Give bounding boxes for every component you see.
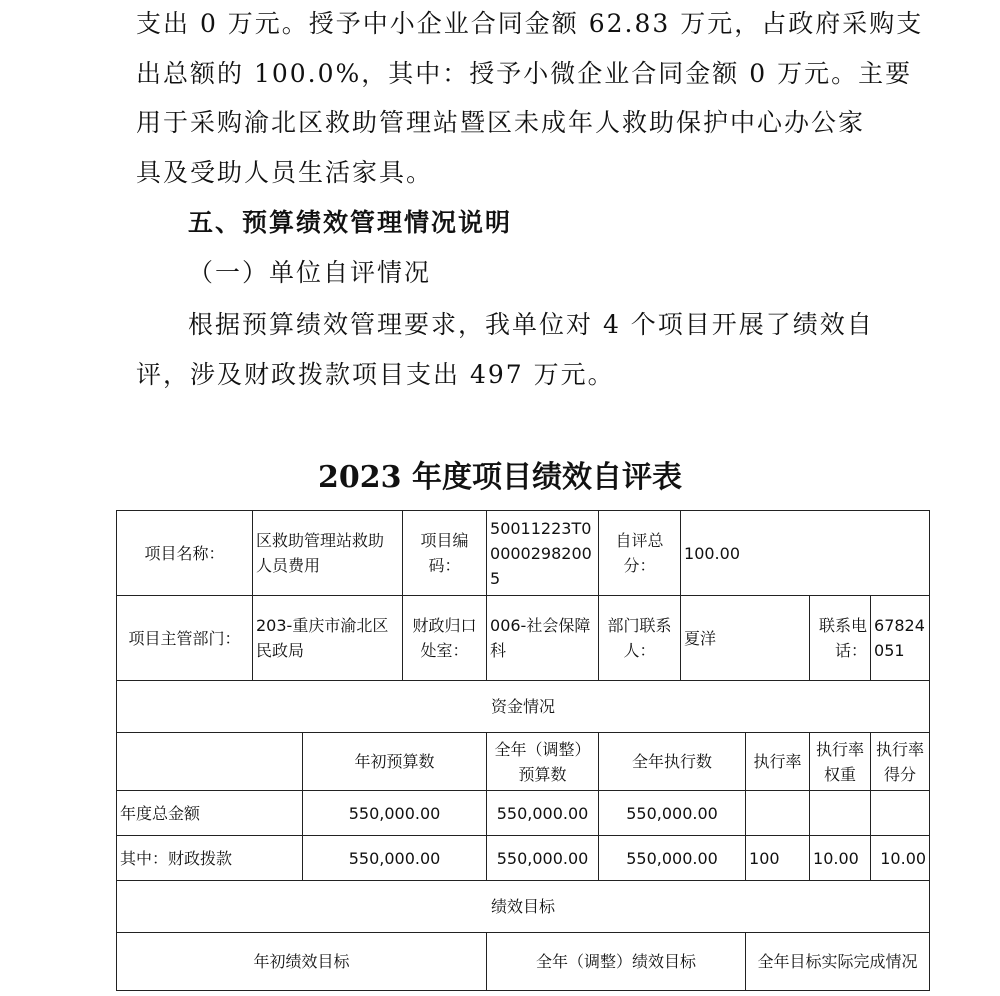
cell-rate-weight	[810, 791, 871, 836]
perf-actual: 全年目标实际完成情况	[746, 933, 930, 991]
finance-office: 006-社会保障科	[487, 596, 599, 681]
cell-adjusted: 550,000.00	[487, 791, 599, 836]
contact-label: 部门联系人：	[599, 596, 681, 681]
body-text-para-line-2: 评，涉及财政拨款项目支出 497 万元。	[136, 360, 615, 389]
cell-exec-rate	[746, 791, 810, 836]
col-rate-score: 执行率得分	[871, 733, 930, 791]
body-text-para-line-1: 根据预算绩效管理要求，我单位对 4 个项目开展了绩效自	[188, 310, 874, 339]
col-exec-rate: 执行率	[746, 733, 810, 791]
col-adjusted-budget: 全年（调整）预算数	[487, 733, 599, 791]
perf-header: 绩效目标	[117, 881, 930, 933]
self-score-label: 自评总分：	[599, 511, 681, 596]
cell-adjusted: 550,000.00	[487, 836, 599, 881]
table-row	[117, 881, 930, 933]
project-code-label: 项目编码：	[403, 511, 487, 596]
table-row	[117, 733, 930, 791]
table-title: 2023 年度项目绩效自评表	[318, 460, 682, 495]
cell-rate-score	[871, 791, 930, 836]
cell-exec-rate: 100	[746, 836, 810, 881]
body-text-line-4: 具及受助人员生活家具。	[136, 158, 434, 187]
table-row	[117, 933, 930, 991]
row-label: 年度总金额	[117, 791, 303, 836]
dept-label: 项目主管部门：	[117, 596, 253, 681]
body-text-line-3: 用于采购渝北区救助管理站暨区未成年人救助保护中心办公家	[136, 108, 866, 137]
col-executed: 全年执行数	[599, 733, 746, 791]
table-row	[117, 511, 930, 596]
dept: 203-重庆市渝北区民政局	[253, 596, 403, 681]
table-row	[117, 836, 930, 881]
body-text-line-2: 出总额的 100.0%，其中：授予小微企业合同金额 0 万元。主要	[136, 59, 913, 88]
table-row	[117, 596, 930, 681]
cell-executed: 550,000.00	[599, 836, 746, 881]
phone: 67824051	[871, 596, 930, 681]
contact: 夏洋	[681, 596, 810, 681]
finance-office-label: 财政归口处室：	[403, 596, 487, 681]
row-label: 其中：财政拨款	[117, 836, 303, 881]
project-name-label: 项目名称：	[117, 511, 253, 596]
col-rate-weight: 执行率权重	[810, 733, 871, 791]
project-code: 50011223T000002982005	[487, 511, 599, 596]
perf-initial: 年初绩效目标	[117, 933, 487, 991]
body-text-line-1: 支出 0 万元。授予中小企业合同金额 62.83 万元，占政府采购支	[136, 9, 924, 38]
cell-rate-weight: 10.00	[810, 836, 871, 881]
section-heading: 五、预算绩效管理情况说明	[188, 208, 513, 237]
cell-executed: 550,000.00	[599, 791, 746, 836]
self-score: 100.00	[681, 511, 930, 596]
self-evaluation-table	[116, 510, 930, 991]
cell-initial: 550,000.00	[303, 836, 487, 881]
cell-rate-score: 10.00	[871, 836, 930, 881]
phone-label: 联系电话：	[810, 596, 871, 681]
cell-initial: 550,000.00	[303, 791, 487, 836]
perf-adjusted: 全年（调整）绩效目标	[487, 933, 746, 991]
sub-heading: （一）单位自评情况	[188, 258, 432, 287]
project-name: 区救助管理站救助人员费用	[253, 511, 403, 596]
funds-header: 资金情况	[117, 681, 930, 733]
table-row	[117, 681, 930, 733]
table-row	[117, 791, 930, 836]
funds-corner-cell	[117, 733, 303, 791]
col-initial-budget: 年初预算数	[303, 733, 487, 791]
